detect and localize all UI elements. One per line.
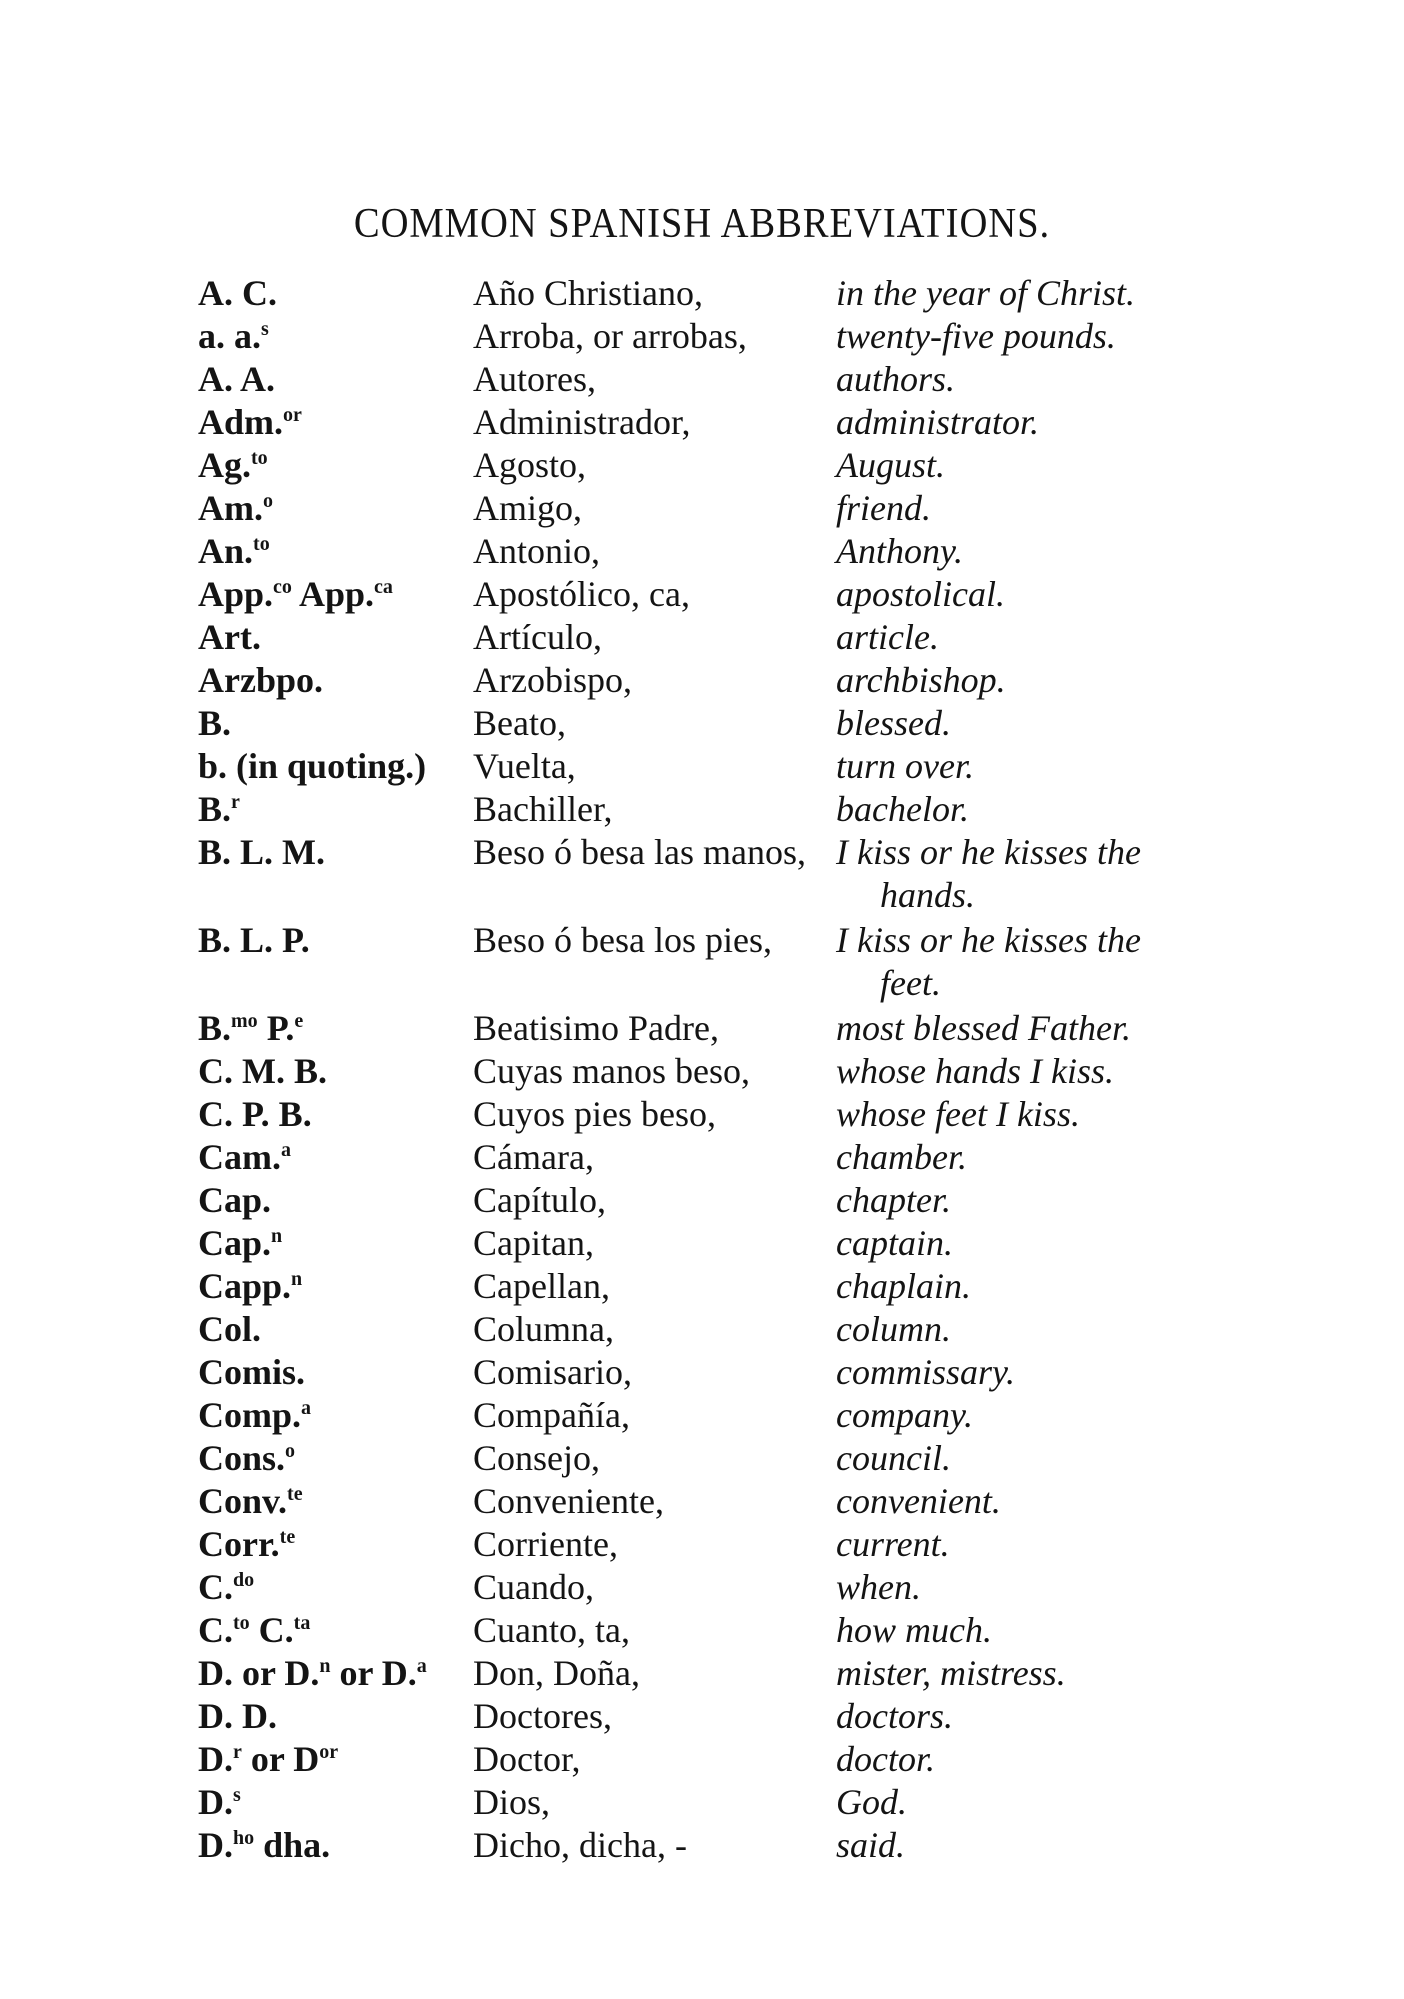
english-meaning xyxy=(836,1523,950,1566)
english-meaning xyxy=(836,1394,973,1437)
abbreviation-text: B. xyxy=(198,703,232,743)
abbreviation xyxy=(198,1265,302,1308)
english-meaning xyxy=(836,1222,953,1265)
spanish-term: Dicho, dicha, - xyxy=(473,1825,687,1865)
abbreviation xyxy=(198,358,275,401)
english-meaning-text: company. xyxy=(836,1395,973,1435)
english-meaning xyxy=(836,659,1006,702)
abbreviation-row xyxy=(0,272,1404,315)
spanish-term: Doctor, xyxy=(473,1739,581,1779)
abbreviation-text: Ag. xyxy=(198,445,251,485)
english-meaning-text: in the year of Christ. xyxy=(836,273,1135,313)
english-meaning xyxy=(836,315,1116,358)
abbreviation-row xyxy=(0,573,1404,616)
abbreviation xyxy=(198,444,268,487)
abbreviation-superscript-2: a xyxy=(416,1655,427,1677)
abbreviation-text: D. xyxy=(198,1825,233,1865)
abbreviation-row xyxy=(0,1437,1404,1480)
spanish-term: Cuanto, ta, xyxy=(473,1610,630,1650)
abbreviation-superscript: s xyxy=(233,1784,241,1806)
english-meaning xyxy=(836,401,1039,444)
abbreviation-superscript: or xyxy=(283,404,302,426)
english-meaning xyxy=(836,1093,1080,1136)
abbreviation-text-2: dha. xyxy=(254,1825,331,1865)
abbreviation-text: Cap. xyxy=(198,1180,272,1220)
english-meaning xyxy=(836,487,931,530)
english-meaning-text: chamber. xyxy=(836,1137,967,1177)
abbreviation-row xyxy=(0,530,1404,573)
english-meaning-text: turn over. xyxy=(836,746,974,786)
spanish-term: Año Christiano, xyxy=(473,273,703,313)
english-meaning-text: administrator. xyxy=(836,402,1040,442)
abbreviation-text: Capp. xyxy=(198,1266,292,1306)
abbreviation-row xyxy=(0,1523,1404,1566)
abbreviation-row xyxy=(0,1695,1404,1738)
abbreviation xyxy=(198,573,393,616)
english-meaning xyxy=(836,831,1141,917)
english-meaning xyxy=(836,1824,905,1867)
english-meaning xyxy=(836,1437,951,1480)
english-meaning xyxy=(836,788,969,831)
spanish-term: Beso ó besa los pies, xyxy=(473,920,772,960)
english-meaning xyxy=(836,919,1141,1005)
spanish-term: Autores, xyxy=(473,359,596,399)
abbreviation xyxy=(198,530,270,573)
abbreviation xyxy=(198,1394,311,1437)
abbreviation-row xyxy=(0,1824,1404,1867)
abbreviation-text-2: P. xyxy=(257,1008,295,1048)
abbreviation-text: Am. xyxy=(198,488,263,528)
abbreviation-text: Art. xyxy=(198,617,261,657)
spanish-term: Arzobispo, xyxy=(473,660,632,700)
english-meaning-text: twenty-five pounds. xyxy=(836,316,1116,356)
abbreviation-text: Adm. xyxy=(198,402,284,442)
abbreviation-text: D. xyxy=(198,1739,233,1779)
spanish-term: Antonio, xyxy=(473,531,601,571)
abbreviation-superscript: a xyxy=(281,1139,291,1161)
spanish-term: Columna, xyxy=(473,1309,614,1349)
abbreviation-row xyxy=(0,315,1404,358)
abbreviation-row xyxy=(0,1609,1404,1652)
spanish-term: Beatisimo Padre, xyxy=(473,1008,719,1048)
abbreviation xyxy=(198,1007,303,1050)
english-meaning-text: commissary. xyxy=(836,1352,1015,1392)
abbreviation-text: A. C. xyxy=(198,273,277,313)
abbreviation-superscript: a xyxy=(301,1397,312,1419)
abbreviation-row xyxy=(0,1222,1404,1265)
abbreviation-text: D. D. xyxy=(198,1696,277,1736)
english-meaning-text: bachelor. xyxy=(836,789,969,829)
english-meaning xyxy=(836,1351,1015,1394)
abbreviation-row xyxy=(0,401,1404,444)
abbreviation xyxy=(198,1695,277,1738)
english-meaning-text: current. xyxy=(836,1524,950,1564)
abbreviation-text: Arzbpo. xyxy=(198,660,323,700)
abbreviation xyxy=(198,1351,305,1394)
abbreviation-row xyxy=(0,1007,1404,1050)
english-meaning-text: chapter. xyxy=(836,1180,951,1220)
abbreviation-text: a. a. xyxy=(198,316,261,356)
spanish-term: Consejo, xyxy=(473,1438,601,1478)
spanish-term: Comisario, xyxy=(473,1352,632,1392)
abbreviation-text: B. xyxy=(198,1008,232,1048)
english-meaning xyxy=(836,1050,1114,1093)
abbreviation xyxy=(198,702,231,745)
spanish-term: Capellan, xyxy=(473,1266,610,1306)
spanish-term: Bachiller, xyxy=(473,789,613,829)
abbreviation-text: B. L. P. xyxy=(198,920,310,960)
abbreviation-row xyxy=(0,444,1404,487)
spanish-term: Don, Doña, xyxy=(473,1653,640,1693)
abbreviation-row xyxy=(0,1781,1404,1824)
english-meaning-text: mister, mistress. xyxy=(836,1653,1066,1693)
english-meaning-text: blessed. xyxy=(836,703,951,743)
abbreviation xyxy=(198,272,277,315)
abbreviation-row xyxy=(0,659,1404,702)
abbreviation-row xyxy=(0,1050,1404,1093)
abbreviation xyxy=(198,1566,254,1609)
spanish-term: Capitan, xyxy=(473,1223,594,1263)
abbreviation-row xyxy=(0,745,1404,788)
abbreviation xyxy=(198,1050,327,1093)
abbreviation xyxy=(198,1308,261,1351)
abbreviation-row xyxy=(0,1265,1404,1308)
abbreviation-row xyxy=(0,919,1404,1007)
abbreviation xyxy=(198,1480,303,1523)
abbreviation-text: b. (in quoting.) xyxy=(198,746,427,786)
abbreviation-list xyxy=(0,272,1404,1867)
abbreviation xyxy=(198,831,325,874)
abbreviation-superscript: ho xyxy=(233,1827,255,1849)
abbreviation-superscript-2: ca xyxy=(374,576,393,598)
spanish-term: Corriente, xyxy=(473,1524,618,1564)
english-meaning-text: column. xyxy=(836,1309,951,1349)
abbreviation-text-2: or D. xyxy=(330,1653,417,1693)
abbreviation-superscript: do xyxy=(233,1569,255,1591)
english-meaning-text: whose feet I kiss. xyxy=(836,1094,1080,1134)
abbreviation-superscript: s xyxy=(261,318,269,340)
english-meaning xyxy=(836,1179,951,1222)
abbreviation-superscript: te xyxy=(287,1483,303,1505)
abbreviation xyxy=(198,1222,282,1265)
english-meaning-text: friend. xyxy=(836,488,931,528)
abbreviation-text: C. xyxy=(198,1567,233,1607)
abbreviation-superscript: to xyxy=(233,1612,250,1634)
english-meaning-text: I kiss or he kisses the xyxy=(836,832,1141,872)
abbreviation-text: App. xyxy=(198,574,274,614)
english-meaning xyxy=(836,358,955,401)
spanish-term: Cuyas manos beso, xyxy=(473,1051,750,1091)
english-meaning-text: God. xyxy=(836,1782,907,1822)
abbreviation xyxy=(198,1179,271,1222)
spanish-term: Apostólico, ca, xyxy=(473,574,690,614)
english-meaning xyxy=(836,745,974,788)
abbreviation-text-2: C. xyxy=(249,1610,294,1650)
abbreviation-row xyxy=(0,831,1404,919)
spanish-term: Beato, xyxy=(473,703,566,743)
abbreviation-superscript: o xyxy=(263,490,273,512)
english-meaning-text: whose hands I kiss. xyxy=(836,1051,1114,1091)
abbreviation-text: C. P. B. xyxy=(198,1094,312,1134)
abbreviation-superscript: n xyxy=(271,1225,283,1247)
english-meaning xyxy=(836,1480,1001,1523)
english-meaning xyxy=(836,1265,971,1308)
english-meaning xyxy=(836,1007,1131,1050)
spanish-term: Compañía, xyxy=(473,1395,630,1435)
abbreviation-row xyxy=(0,1308,1404,1351)
spanish-term: Arroba, or arrobas, xyxy=(473,316,747,356)
abbreviation xyxy=(198,1136,291,1179)
abbreviation xyxy=(198,1437,295,1480)
english-meaning xyxy=(836,1781,907,1824)
english-meaning xyxy=(836,1652,1066,1695)
spanish-term: Doctores, xyxy=(473,1696,612,1736)
spanish-term: Artículo, xyxy=(473,617,602,657)
english-meaning-text: Anthony. xyxy=(836,531,963,571)
abbreviation-superscript-2: e xyxy=(294,1010,304,1032)
english-meaning-text: when. xyxy=(836,1567,921,1607)
abbreviation-text: Conv. xyxy=(198,1481,288,1521)
english-meaning-text: I kiss or he kisses the xyxy=(836,920,1141,960)
abbreviation xyxy=(198,616,261,659)
abbreviation-row xyxy=(0,487,1404,530)
abbreviation-row xyxy=(0,1738,1404,1781)
abbreviation-superscript: n xyxy=(319,1655,331,1677)
abbreviation-superscript: r xyxy=(231,791,240,813)
abbreviation-row xyxy=(0,1093,1404,1136)
abbreviation-text: Corr. xyxy=(198,1524,280,1564)
spanish-term: Administrador, xyxy=(473,402,691,442)
abbreviation-superscript: mo xyxy=(231,1010,258,1032)
abbreviation xyxy=(198,1781,241,1824)
abbreviation-row xyxy=(0,616,1404,659)
english-meaning-text: doctors. xyxy=(836,1696,953,1736)
english-meaning xyxy=(836,1695,953,1738)
abbreviation-text: B. L. M. xyxy=(198,832,326,872)
spanish-term: Vuelta, xyxy=(473,746,576,786)
abbreviation-row xyxy=(0,1179,1404,1222)
english-meaning-text: article. xyxy=(836,617,939,657)
spanish-term: Cámara, xyxy=(473,1137,594,1177)
abbreviation-superscript: r xyxy=(233,1741,242,1763)
spanish-term: Cuando, xyxy=(473,1567,594,1607)
english-meaning xyxy=(836,702,951,745)
english-meaning xyxy=(836,616,939,659)
english-meaning-text: chaplain. xyxy=(836,1266,971,1306)
abbreviation xyxy=(198,1609,310,1652)
abbreviation-text: Col. xyxy=(198,1309,261,1349)
english-meaning-text: doctor. xyxy=(836,1739,935,1779)
abbreviation-row xyxy=(0,358,1404,401)
abbreviation-text: Cap. xyxy=(198,1223,272,1263)
english-meaning xyxy=(836,1136,967,1179)
english-meaning xyxy=(836,1566,921,1609)
abbreviation-superscript: n xyxy=(291,1268,303,1290)
abbreviation xyxy=(198,788,240,831)
english-meaning-text: captain. xyxy=(836,1223,953,1263)
abbreviation-text: C. xyxy=(198,1610,233,1650)
page-title: COMMON SPANISH ABBREVIATIONS. xyxy=(353,201,1051,247)
abbreviation-row xyxy=(0,1394,1404,1437)
abbreviation-text: B. xyxy=(198,789,232,829)
english-meaning-text: convenient. xyxy=(836,1481,1001,1521)
abbreviation-row xyxy=(0,1136,1404,1179)
abbreviation-superscript-2: or xyxy=(319,1741,339,1763)
spanish-term: Agosto, xyxy=(473,445,587,485)
abbreviation-superscript: te xyxy=(279,1526,296,1548)
spanish-term: Conveniente, xyxy=(473,1481,664,1521)
spanish-term: Cuyos pies beso, xyxy=(473,1094,716,1134)
abbreviation-text: Cam. xyxy=(198,1137,281,1177)
abbreviation xyxy=(198,1652,427,1695)
english-meaning-continued: hands. xyxy=(880,875,976,915)
abbreviation-superscript: to xyxy=(253,533,270,555)
english-meaning-text: authors. xyxy=(836,359,956,399)
english-meaning xyxy=(836,530,963,573)
abbreviation-text: An. xyxy=(198,531,254,571)
english-meaning-text: council. xyxy=(836,1438,951,1478)
english-meaning-text: most blessed Father. xyxy=(836,1008,1131,1048)
abbreviation xyxy=(198,1523,295,1566)
english-meaning-text: August. xyxy=(836,445,946,485)
abbreviation xyxy=(198,1824,330,1867)
spanish-term: Amigo, xyxy=(473,488,583,528)
abbreviation-text: D. xyxy=(198,1782,233,1822)
abbreviation-superscript: to xyxy=(251,447,268,469)
abbreviation xyxy=(198,1738,338,1781)
abbreviation xyxy=(198,487,273,530)
abbreviation xyxy=(198,1093,312,1136)
english-meaning-text: apostolical. xyxy=(836,574,1005,614)
english-meaning xyxy=(836,1609,992,1652)
abbreviation xyxy=(198,659,323,702)
english-meaning xyxy=(836,1738,935,1781)
abbreviation-row xyxy=(0,1652,1404,1695)
spanish-term: Dios, xyxy=(473,1782,551,1822)
abbreviation-row xyxy=(0,788,1404,831)
abbreviation-text: Comis. xyxy=(198,1352,305,1392)
abbreviation-text: Comp. xyxy=(198,1395,302,1435)
abbreviation-text-2: or D xyxy=(241,1739,320,1779)
abbreviation xyxy=(198,401,302,444)
english-meaning xyxy=(836,444,945,487)
abbreviation-row xyxy=(0,1480,1404,1523)
abbreviation-superscript-2: ta xyxy=(293,1612,311,1634)
abbreviation-text: Cons. xyxy=(198,1438,286,1478)
abbreviation xyxy=(198,919,310,962)
abbreviation xyxy=(198,315,269,358)
spanish-term: Capítulo, xyxy=(473,1180,606,1220)
abbreviation-text: A. A. xyxy=(198,359,276,399)
spanish-term: Beso ó besa las manos, xyxy=(473,832,806,872)
abbreviation-text: C. M. B. xyxy=(198,1051,327,1091)
english-meaning-text: said. xyxy=(836,1825,906,1865)
english-meaning-text: archbishop. xyxy=(836,660,1006,700)
abbreviation-superscript: co xyxy=(273,576,292,598)
abbreviation-row xyxy=(0,1351,1404,1394)
abbreviation-row xyxy=(0,702,1404,745)
english-meaning xyxy=(836,573,1005,616)
abbreviation-text-2: App. xyxy=(291,574,374,614)
abbreviation-text: D. or D. xyxy=(198,1653,320,1693)
english-meaning xyxy=(836,272,1135,315)
english-meaning-continued: feet. xyxy=(880,963,941,1003)
english-meaning-text: how much. xyxy=(836,1610,992,1650)
abbreviation-row xyxy=(0,1566,1404,1609)
abbreviation xyxy=(198,745,426,788)
abbreviation-superscript: o xyxy=(285,1440,296,1462)
english-meaning xyxy=(836,1308,951,1351)
